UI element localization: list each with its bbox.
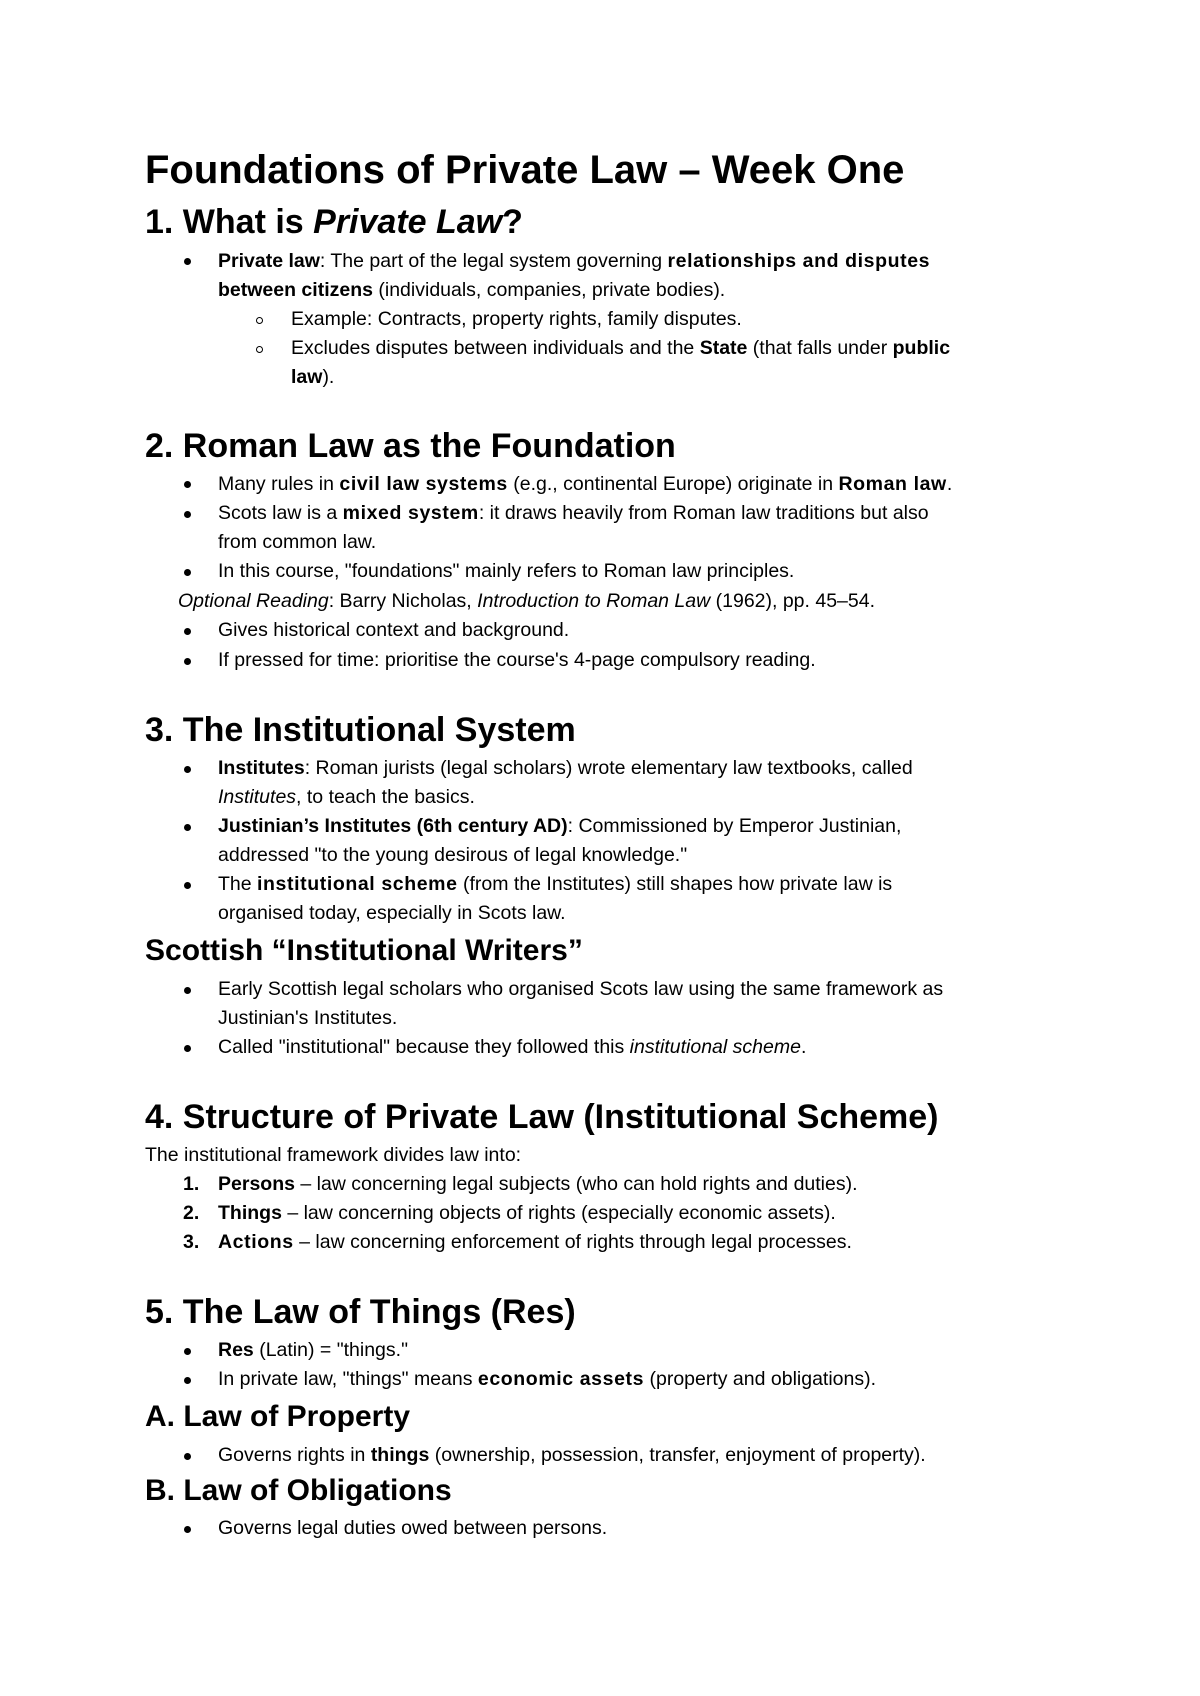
- bullet-icon: [184, 511, 191, 518]
- section-3-heading: 3. The Institutional System: [145, 711, 576, 749]
- bold-term: Actions: [218, 1231, 294, 1253]
- bold-term: Private law: [218, 250, 320, 272]
- bullet-icon: [184, 628, 191, 635]
- bullet-icon: [184, 569, 191, 576]
- bullet-icon: [184, 1377, 191, 1384]
- emphasis: institutional scheme: [629, 1036, 801, 1058]
- bold-term: Justinian’s Institutes (6th century AD): [218, 815, 568, 837]
- list-item: [218, 504, 929, 524]
- bold-term: Things: [218, 1202, 282, 1224]
- list-item-continuation: addressed "to the young desirous of legal knowledge.": [218, 844, 688, 866]
- list-number: 2.: [183, 1202, 200, 1224]
- bullet-icon: [184, 824, 191, 831]
- sub-list-item-continuation: [291, 368, 334, 388]
- text: Called "institutional" because they followed this: [218, 1036, 630, 1058]
- bold-term: institutional scheme: [257, 873, 458, 895]
- optional-reading-note: [178, 592, 875, 612]
- list-item-continuation: from common law.: [218, 531, 377, 553]
- text: (from the Institutes) still shapes how private law is: [457, 873, 893, 895]
- bullet-icon: [184, 1348, 191, 1355]
- list-item: Early Scottish legal scholars who organised Scots law using the same framework as: [218, 978, 944, 1000]
- text: .: [800, 1036, 807, 1058]
- list-item: [218, 1038, 806, 1058]
- text: – law concerning objects of rights (especially economic assets).: [281, 1202, 836, 1224]
- text: (1962), pp. 45–54.: [710, 590, 876, 612]
- list-item: Governs legal duties owed between persons.: [218, 1517, 608, 1539]
- bold-term: things: [370, 1444, 430, 1466]
- bold-term: State: [699, 337, 748, 359]
- bullet-icon: [184, 882, 191, 889]
- text: , to teach the basics.: [296, 786, 475, 808]
- text: : The part of the legal system governing: [319, 250, 668, 272]
- bullet-icon: [184, 1045, 191, 1052]
- heading-emphasis: Private Law: [313, 203, 503, 241]
- subsection-heading: Scottish “Institutional Writers”: [145, 934, 583, 967]
- list-item-continuation: organised today, especially in Scots law.: [218, 902, 566, 924]
- emphasis: Introduction to Roman Law: [477, 590, 711, 612]
- section-2-heading: 2. Roman Law as the Foundation: [145, 427, 676, 465]
- subsection-heading: A. Law of Property: [145, 1400, 411, 1433]
- text: In private law, "things" means: [218, 1368, 478, 1390]
- text: Many rules in: [218, 473, 340, 495]
- heading-text: ?: [502, 203, 523, 241]
- bold-term: public: [892, 337, 951, 359]
- text: Excludes disputes between individuals and the: [291, 337, 700, 359]
- section-intro: The institutional framework divides law into:: [145, 1144, 522, 1166]
- section-1-heading: [145, 205, 523, 239]
- sub-list-item: [291, 339, 950, 359]
- text: The: [218, 873, 258, 895]
- heading-text: 1. What is: [145, 203, 314, 241]
- emphasis: Optional Reading: [178, 590, 329, 612]
- list-item: In this course, "foundations" mainly refers to Roman law principles.: [218, 560, 795, 582]
- text: (e.g., continental Europe) originate in: [507, 473, 839, 495]
- text: Governs rights in: [218, 1444, 371, 1466]
- text: (ownership, possession, transfer, enjoyment of property).: [429, 1444, 926, 1466]
- document-title: Foundations of Private Law – Week One: [145, 148, 905, 192]
- text: Scots law is a: [218, 502, 343, 524]
- section-4-heading: 4. Structure of Private Law (Institutional Scheme): [145, 1098, 939, 1136]
- numbered-item: [218, 1204, 836, 1224]
- bullet-icon: [184, 987, 191, 994]
- list-item: [218, 475, 952, 495]
- list-item: [218, 1370, 876, 1390]
- bullet-icon: [184, 766, 191, 773]
- text: (property and obligations).: [644, 1368, 877, 1390]
- sub-list-item: Example: Contracts, property rights, family disputes.: [291, 308, 742, 330]
- text: ).: [322, 366, 335, 388]
- bold-term: economic assets: [477, 1368, 645, 1390]
- text: .: [946, 473, 953, 495]
- bold-term: civil law systems: [339, 473, 508, 495]
- list-item-continuation: [218, 788, 475, 808]
- bold-term: Persons: [218, 1173, 295, 1195]
- list-item: [218, 875, 892, 895]
- bullet-icon: [184, 258, 191, 265]
- list-number: 1.: [183, 1173, 200, 1195]
- list-item: [218, 252, 930, 272]
- list-item: [218, 1341, 408, 1361]
- list-item: [218, 759, 913, 779]
- numbered-item: [218, 1175, 858, 1195]
- section-5-heading: 5. The Law of Things (Res): [145, 1293, 576, 1331]
- list-item: [218, 1446, 926, 1466]
- emphasis: Institutes: [218, 786, 297, 808]
- bold-term: mixed system: [342, 502, 479, 524]
- text: : Commissioned by Emperor Justinian,: [567, 815, 902, 837]
- numbered-item: [218, 1233, 852, 1253]
- text: – law concerning enforcement of rights through legal processes.: [293, 1231, 852, 1253]
- text: : Barry Nicholas,: [328, 590, 478, 612]
- text: (Latin) = "things.": [253, 1339, 408, 1361]
- bold-term: between citizens: [218, 279, 373, 301]
- list-number: 3.: [183, 1231, 200, 1253]
- bold-term: Res: [218, 1339, 254, 1361]
- text: (individuals, companies, private bodies).: [372, 279, 726, 301]
- list-item-continuation: [218, 281, 725, 301]
- circle-bullet-icon: [256, 346, 263, 353]
- text: : it draws heavily from Roman law traditions but also: [478, 502, 929, 524]
- subsection-heading: B. Law of Obligations: [145, 1474, 452, 1507]
- bullet-icon: [184, 481, 191, 488]
- bold-term: law: [291, 366, 323, 388]
- list-item-continuation: Justinian's Institutes.: [218, 1007, 398, 1029]
- bullet-icon: [184, 658, 191, 665]
- bold-term: Roman law: [838, 473, 947, 495]
- bold-term: Institutes: [218, 757, 305, 779]
- bullet-icon: [184, 1453, 191, 1460]
- list-item: If pressed for time: prioritise the course's 4-page compulsory reading.: [218, 649, 816, 671]
- text: : Roman jurists (legal scholars) wrote elementary law textbooks, called: [304, 757, 913, 779]
- circle-bullet-icon: [256, 317, 263, 324]
- list-item: [218, 817, 901, 837]
- bold-term: relationships and disputes: [667, 250, 931, 272]
- text: (that falls under: [747, 337, 893, 359]
- list-item: Gives historical context and background.: [218, 619, 570, 641]
- bullet-icon: [184, 1526, 191, 1533]
- text: – law concerning legal subjects (who can hold rights and duties).: [294, 1173, 858, 1195]
